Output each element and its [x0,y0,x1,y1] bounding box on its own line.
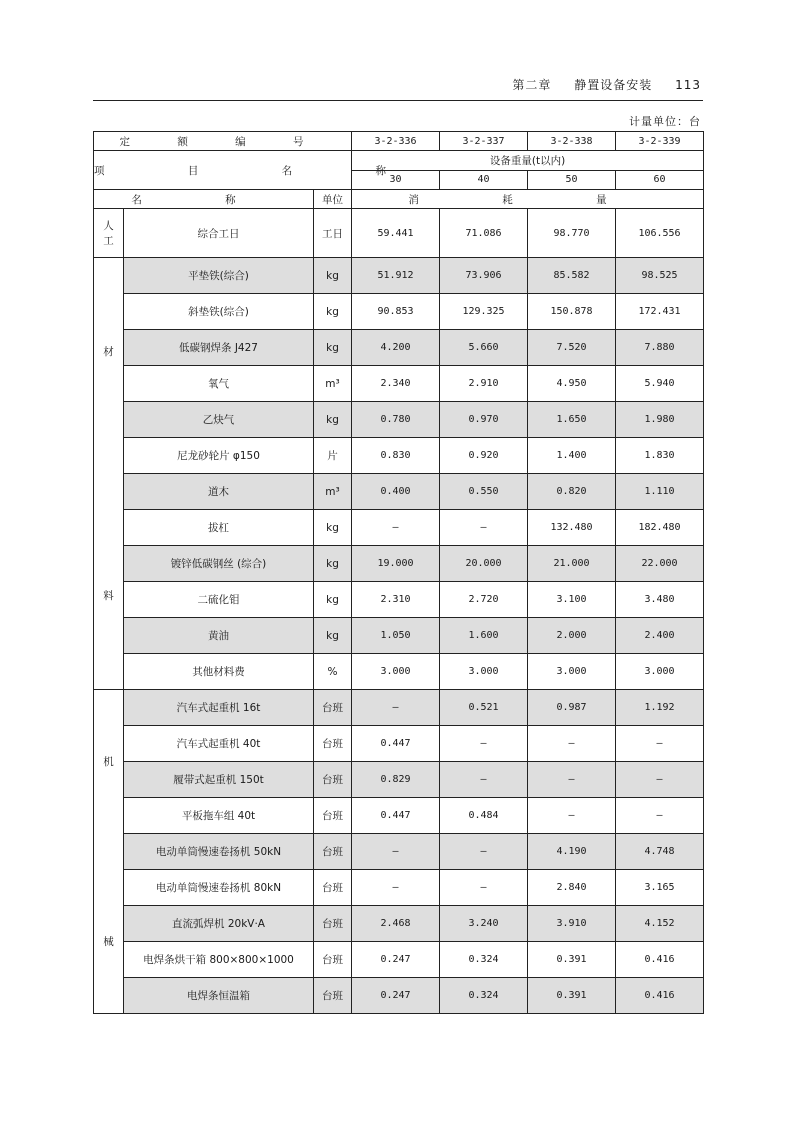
machinery-row [94,798,704,834]
weight-label: 设备重量(t以内) [352,151,704,171]
row-value: 1.110 [616,474,704,510]
row-name: 斜垫铁(综合) [124,294,314,330]
row-value: 4.950 [528,366,616,402]
row-value: — [440,510,528,546]
row-name: 氧气 [124,366,314,402]
row-value: — [528,798,616,834]
row-value: 0.987 [528,690,616,726]
row-value: 3.000 [352,654,440,690]
quota-code: 3-2-339 [616,132,704,151]
row-value: 0.247 [352,942,440,978]
materials-row [94,510,704,546]
materials-row [94,294,704,330]
row-value: 4.200 [352,330,440,366]
row-value: 0.324 [440,978,528,1014]
row-unit: % [314,654,352,690]
row-value: — [616,762,704,798]
machinery-row [94,834,704,870]
row-name: 二硫化钼 [124,582,314,618]
row-value: 0.391 [528,942,616,978]
category-machinery [94,690,124,1014]
row-value: 0.829 [352,762,440,798]
category-labor [94,209,124,258]
row-value: — [528,762,616,798]
category-char: 料 [103,590,114,603]
row-unit: 台班 [314,726,352,762]
row-value: — [528,726,616,762]
row-unit: kg [314,330,352,366]
weight-header-row [94,151,704,171]
category-materials [94,258,124,690]
row-value: — [352,834,440,870]
row-unit: 台班 [314,690,352,726]
row-name: 平垫铁(综合) [124,258,314,294]
row-name: 平板拖车组 40t [124,798,314,834]
machinery-row [94,906,704,942]
materials-row [94,330,704,366]
row-value: 3.480 [616,582,704,618]
row-value: 19.000 [352,546,440,582]
row-value: 2.000 [528,618,616,654]
row-value: 4.748 [616,834,704,870]
row-value: 2.310 [352,582,440,618]
row-value: 0.416 [616,978,704,1014]
category-char: 机 [103,756,114,769]
chapter-label: 第二章 [512,78,552,92]
row-value: 0.391 [528,978,616,1014]
row-value: 21.000 [528,546,616,582]
weight-value: 30 [352,170,440,190]
materials-row [94,618,704,654]
row-value: 5.940 [616,366,704,402]
row-name: 电动单筒慢速卷扬机 80kN [124,870,314,906]
row-value: 98.770 [528,209,616,258]
row-value: — [440,762,528,798]
row-unit: kg [314,294,352,330]
row-name: 履带式起重机 150t [124,762,314,798]
machinery-row [94,690,704,726]
row-name: 直流弧焊机 20kV·A [124,906,314,942]
weight-value: 50 [528,170,616,190]
row-value: 2.340 [352,366,440,402]
row-name: 拔杠 [124,510,314,546]
row-value: 0.550 [440,474,528,510]
row-value: 1.650 [528,402,616,438]
row-value: — [352,510,440,546]
row-value: 182.480 [616,510,704,546]
row-value: 1.980 [616,402,704,438]
row-value: 1.400 [528,438,616,474]
row-value: 2.400 [616,618,704,654]
row-name: 低碳钢焊条 J427 [124,330,314,366]
row-value: 0.324 [440,942,528,978]
row-value: 0.400 [352,474,440,510]
row-unit: kg [314,402,352,438]
row-name: 黄油 [124,618,314,654]
row-unit: 台班 [314,870,352,906]
quota-code-row [94,132,704,151]
row-value: 98.525 [616,258,704,294]
row-value: 2.720 [440,582,528,618]
row-name: 汽车式起重机 16t [124,690,314,726]
row-value: 2.840 [528,870,616,906]
row-name: 道木 [124,474,314,510]
row-value: 0.247 [352,978,440,1014]
row-value: 59.441 [352,209,440,258]
row-value: 3.000 [528,654,616,690]
row-name: 电焊条恒温箱 [124,978,314,1014]
row-value: — [440,870,528,906]
row-value: — [440,726,528,762]
row-unit: m³ [314,474,352,510]
weight-value: 40 [440,170,528,190]
row-value: 132.480 [528,510,616,546]
section-title: 静置设备安装 [574,78,653,92]
row-value: — [616,798,704,834]
row-value: 1.600 [440,618,528,654]
row-value: 0.447 [352,726,440,762]
unit-note: 计量单位：台 [629,115,701,128]
row-value: 3.000 [616,654,704,690]
materials-row [94,366,704,402]
row-value: 4.152 [616,906,704,942]
page-header [93,72,703,101]
row-value: 1.050 [352,618,440,654]
row-value: 7.880 [616,330,704,366]
row-value: 20.000 [440,546,528,582]
row-value: 172.431 [616,294,704,330]
row-name: 汽车式起重机 40t [124,726,314,762]
row-unit: 台班 [314,834,352,870]
row-value: 0.521 [440,690,528,726]
column-header-row [94,190,704,209]
row-value: 2.468 [352,906,440,942]
row-unit: 片 [314,438,352,474]
name-column-header: 名 称 [94,190,314,209]
category-char: 材 [103,345,114,358]
materials-row [94,474,704,510]
row-unit: 台班 [314,798,352,834]
row-value: 7.520 [528,330,616,366]
row-name: 尼龙砂轮片 φ150 [124,438,314,474]
materials-row [94,402,704,438]
labor-row [94,209,704,258]
row-value: 1.830 [616,438,704,474]
row-name: 综合工日 [124,209,314,258]
row-value: 3.910 [528,906,616,942]
row-value: — [440,834,528,870]
row-unit: m³ [314,366,352,402]
row-value: 106.556 [616,209,704,258]
row-value: 3.165 [616,870,704,906]
header-right [494,76,701,93]
row-value: 22.000 [616,546,704,582]
row-value: 0.970 [440,402,528,438]
row-value: 0.780 [352,402,440,438]
item-name-label: 项 目 名 称 [94,151,352,190]
quota-code: 3-2-337 [440,132,528,151]
row-unit: 台班 [314,762,352,798]
materials-row [94,582,704,618]
row-value: 3.000 [440,654,528,690]
row-unit: 台班 [314,906,352,942]
page-number: 113 [675,78,701,92]
row-value: 73.906 [440,258,528,294]
row-unit: kg [314,582,352,618]
row-value: 85.582 [528,258,616,294]
quota-code: 3-2-338 [528,132,616,151]
row-value: 0.920 [440,438,528,474]
category-char: 械 [103,935,114,948]
row-value: 2.910 [440,366,528,402]
row-value: 129.325 [440,294,528,330]
row-value: 90.853 [352,294,440,330]
row-value: 51.912 [352,258,440,294]
weight-value: 60 [616,170,704,190]
category-char: 工 [103,235,114,247]
materials-row [94,654,704,690]
row-unit: kg [314,258,352,294]
row-value: 3.240 [440,906,528,942]
row-value: 0.830 [352,438,440,474]
materials-row [94,546,704,582]
row-value: 0.484 [440,798,528,834]
row-value: 0.820 [528,474,616,510]
quota-code-label: 定 额 编 号 [94,132,352,151]
materials-row [94,258,704,294]
row-name: 镀锌低碳钢丝 (综合) [124,546,314,582]
machinery-row [94,978,704,1014]
row-name: 电焊条烘干箱 800×800×1000 [124,942,314,978]
row-name: 其他材料费 [124,654,314,690]
quota-table [93,131,704,1014]
row-value: 3.100 [528,582,616,618]
unit-column-header: 单位 [314,190,352,209]
row-value: 1.192 [616,690,704,726]
category-char: 人 [103,220,114,232]
row-value: 5.660 [440,330,528,366]
row-value: 0.447 [352,798,440,834]
row-unit: kg [314,546,352,582]
consumption-header: 消 耗 量 [352,190,704,209]
row-value: — [352,690,440,726]
machinery-row [94,942,704,978]
row-name: 电动单筒慢速卷扬机 50kN [124,834,314,870]
row-value: — [352,870,440,906]
row-value: 150.878 [528,294,616,330]
machinery-row [94,762,704,798]
row-unit: kg [314,618,352,654]
row-value: 71.086 [440,209,528,258]
row-unit: 工日 [314,209,352,258]
row-unit: 台班 [314,978,352,1014]
machinery-row [94,726,704,762]
row-value: 0.416 [616,942,704,978]
row-unit: 台班 [314,942,352,978]
row-value: — [616,726,704,762]
machinery-row [94,870,704,906]
materials-row [94,438,704,474]
row-unit: kg [314,510,352,546]
quota-code: 3-2-336 [352,132,440,151]
row-value: 4.190 [528,834,616,870]
row-name: 乙炔气 [124,402,314,438]
